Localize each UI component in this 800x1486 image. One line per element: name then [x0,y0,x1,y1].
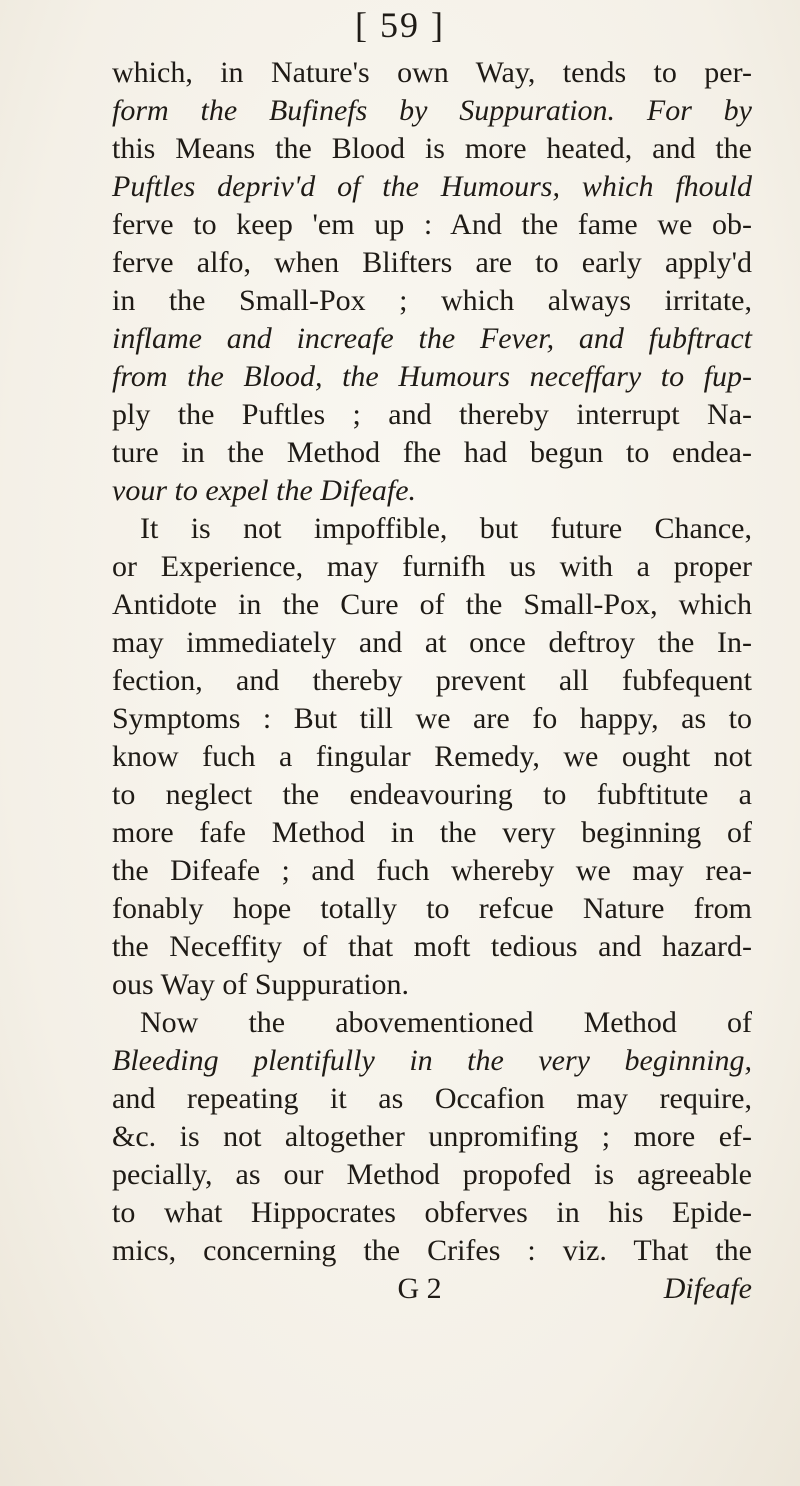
text-line: ous Way of Suppuration. [112,968,410,1001]
text-line: vour to expel the Difeafe. [112,474,417,507]
text-line: the Neceffity of that moft tedious and hazard- [112,930,752,963]
text-line: ture in the Method fhe had begun to endea- [112,436,752,469]
text-line: this Means the Blood is more heated, and the [112,132,752,165]
text-line: mics, concerning the Crifes : viz. That the [112,1234,752,1267]
text-line: pecially, as our Method propofed is agreeable [112,1158,752,1191]
body-text [112,54,752,1308]
text-line: Bleeding plentifully in the very beginning, [112,1044,752,1077]
text-line: Symptoms : But till we are fo happy, as to [112,702,752,735]
text-line: or Experience, may furnifh us with a proper [112,550,752,583]
text-line: to neglect the endeavouring to fubftitute a [112,778,752,811]
text-line: It is not impoffible, but future Chance, [140,512,752,545]
text-line: fection, and thereby prevent all fubfequent [112,664,752,697]
text-line: ferve to keep 'em up : And the fame we ob- [112,208,752,241]
text-line: form the Bufinefs by Suppuration. For by [112,94,752,127]
text-line: to what Hippocrates obferves in his Epide- [112,1196,752,1229]
text-line: which, in Nature's own Way, tends to per- [112,56,752,89]
text-line: inflame and increafe the Fever, and fubftract [112,322,752,355]
signature-mark: G 2 [397,1272,442,1305]
text-line: Puftles depriv'd of the Humours, which fhould [112,170,752,203]
text-line: more fafe Method in the very beginning of [112,816,752,849]
text-line: Antidote in the Cure of the Small-Pox, which [112,588,752,621]
text-line: in the Small-Pox ; which always irritate, [112,284,752,317]
catchword: Difeafe [663,1272,752,1305]
page-number-header: [ 59 ] [355,5,445,45]
text-line: Now the abovementioned Method of [140,1006,752,1039]
text-line: fonably hope totally to refcue Nature from [112,892,752,925]
text-line: may immediately and at once deftroy the In- [112,626,752,659]
signature-line [112,1270,752,1308]
text-line: the Difeafe ; and fuch whereby we may rea- [112,854,752,887]
text-line: ferve alfo, when Blifters are to early apply'd [112,246,752,279]
text-line: and repeating it as Occafion may require, [112,1082,752,1115]
text-line: ply the Puftles ; and thereby interrupt Na- [112,398,752,431]
text-line: know fuch a fingular Remedy, we ought not [112,740,752,773]
text-line: &c. is not altogether unpromifing ; more ef- [112,1120,752,1153]
text-line: from the Blood, the Humours neceffary to fup- [112,360,752,393]
